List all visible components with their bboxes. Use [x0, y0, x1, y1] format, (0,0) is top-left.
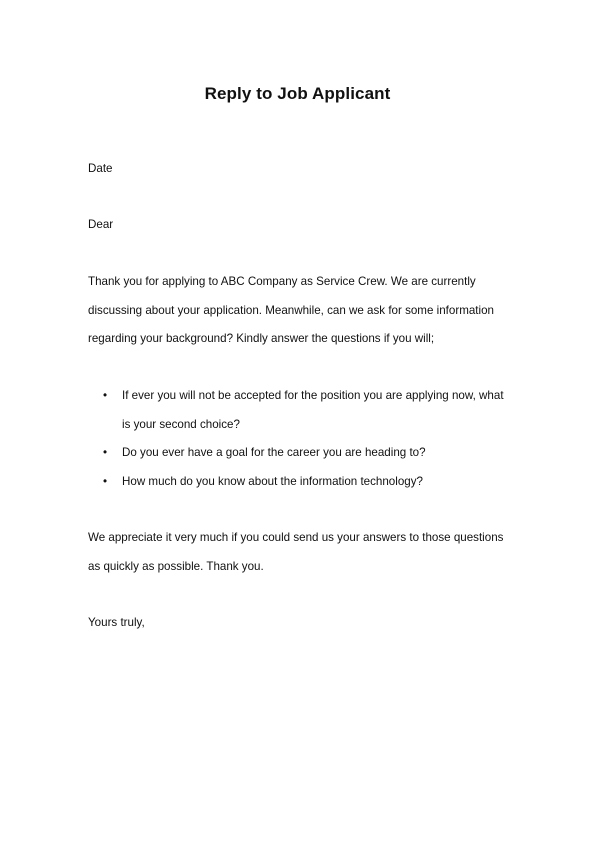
- question-item: [88, 382, 504, 439]
- closing-paragraph: [88, 524, 503, 581]
- intro-line: regarding your background? Kindly answer the questions if you will;: [88, 332, 435, 345]
- question-line: is your second choice?: [122, 417, 240, 431]
- question-line: If ever you will not be accepted for the position you are applying now, what: [122, 389, 504, 402]
- question-item: [88, 468, 504, 497]
- page-title: Reply to Job Applicant: [204, 84, 391, 103]
- intro-paragraph: [88, 268, 494, 354]
- intro-line: Thank you for applying to ABC Company as Service Crew. We are currently: [88, 275, 476, 288]
- question-item: [88, 439, 504, 468]
- question-line: Do you ever have a goal for the career you are heading to?: [122, 446, 426, 459]
- questions-list: [88, 382, 504, 496]
- question-line: How much do you know about the information technology?: [122, 474, 423, 488]
- date-label: Date: [88, 162, 113, 175]
- sign-off: Yours truly,: [88, 616, 145, 629]
- bullet-icon: •: [103, 474, 108, 488]
- closing-paragraph-line: We appreciate it very much if you could send us your answers to those questions: [88, 531, 504, 544]
- closing-paragraph-line: as quickly as possible. Thank you.: [88, 559, 264, 573]
- intro-line: discussing about your application. Meanwhile, can we ask for some information: [88, 303, 494, 317]
- bullet-icon: •: [103, 446, 108, 459]
- bullet-icon: •: [103, 389, 108, 402]
- salutation: Dear: [88, 218, 114, 231]
